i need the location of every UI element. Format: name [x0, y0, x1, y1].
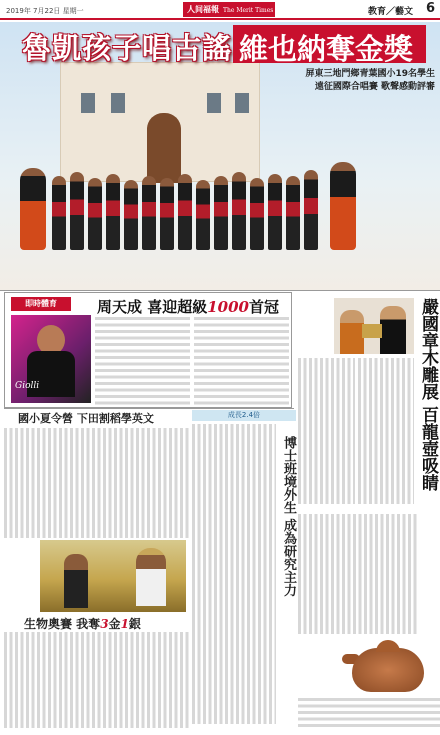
backdrop-brand: Giolli	[15, 381, 40, 391]
phd-body-text	[192, 424, 276, 724]
teapot-lid	[376, 640, 400, 652]
teapot-photo	[342, 638, 434, 694]
text-column	[4, 632, 190, 728]
choir-member	[250, 178, 264, 250]
sport-story	[4, 292, 292, 408]
choir-member	[196, 180, 210, 250]
person-in-suit	[380, 306, 406, 354]
section-name: 教育／藝文	[368, 7, 414, 17]
bio-headline-mid: 金	[108, 617, 121, 631]
camp-headline: 國小夏令營 下田割稻學英文	[18, 412, 154, 425]
child-figure	[64, 554, 88, 608]
choir-member	[160, 178, 174, 250]
choir-member	[232, 172, 246, 250]
art-continued-text	[298, 514, 418, 634]
choir-member	[214, 176, 228, 250]
sport-headline-num: 1000	[207, 298, 249, 316]
issue-date: 2019年 7月22日 星期一	[6, 7, 84, 15]
masthead-en: The Merit Times	[223, 7, 274, 14]
lead-headline-b: 維也納奪金獎	[233, 25, 426, 63]
child-with-hat	[136, 548, 166, 606]
choir-member	[52, 176, 66, 250]
art-story	[296, 292, 440, 507]
lead-subhead-line-2: 遠征國際合唱賽 歌聲感動評審	[314, 82, 435, 92]
bio-body-text	[4, 632, 190, 728]
choir-member	[304, 170, 318, 250]
bio-headline-post: 銀	[128, 617, 141, 631]
window	[81, 93, 95, 113]
choir-member	[178, 174, 192, 250]
text-column	[298, 698, 440, 728]
choir-member	[20, 168, 46, 250]
phd-headline: 博士班境外生 成為研究主力	[281, 436, 296, 597]
text-column	[298, 514, 418, 634]
person-in-robe	[340, 310, 364, 354]
art-photo	[334, 298, 414, 354]
lead-story	[0, 22, 440, 290]
art-headline: 嚴國章木雕展 百龍壺吸睛	[418, 298, 438, 491]
sport-headline	[97, 296, 279, 317]
phd-story	[192, 410, 296, 730]
athlete-photo	[11, 315, 91, 403]
bio-headline	[24, 615, 141, 632]
carved-plaque	[362, 324, 382, 338]
text-column	[192, 424, 276, 724]
lead-subhead	[265, 68, 435, 94]
choir-member	[268, 174, 282, 250]
bio-silver-count: 1	[120, 617, 129, 631]
art-body-text	[298, 358, 414, 504]
text-column	[4, 428, 190, 538]
text-column	[194, 317, 289, 405]
text-column	[358, 358, 415, 504]
text-column	[298, 358, 355, 504]
lead-subhead-line-1: 屏東三地門鄉青葉國小19名學生	[305, 69, 435, 79]
bio-headline-pre: 生物奧賽 我奪	[24, 617, 101, 631]
masthead-cn: 人间福報	[187, 4, 219, 14]
choir-member	[330, 162, 356, 250]
camp-body-text	[4, 428, 190, 538]
teapot-body	[352, 648, 424, 692]
masthead-logo	[183, 2, 275, 17]
choir-member	[106, 174, 120, 250]
choir-member	[88, 178, 102, 250]
divider	[0, 290, 440, 291]
choir-member	[124, 180, 138, 250]
sport-tag: 即時體育	[11, 297, 71, 311]
choir-member	[286, 176, 300, 250]
page-header	[0, 0, 440, 20]
choir-member	[70, 172, 84, 250]
camp-photo	[40, 540, 186, 612]
window	[111, 93, 125, 113]
divider	[4, 408, 294, 409]
sport-headline-post: 首冠	[248, 298, 279, 316]
lead-headline-a: 魯凱孩子唱古謠	[22, 31, 233, 65]
art-continued-text-2	[298, 698, 440, 728]
art-story-continued	[298, 510, 440, 730]
bio-gold-count: 3	[100, 617, 109, 631]
window	[235, 93, 249, 113]
choir-member	[142, 176, 156, 250]
sport-body-text	[95, 317, 289, 405]
text-column	[95, 317, 190, 405]
camp-story	[4, 410, 190, 730]
page-number: 6	[426, 1, 436, 16]
choir-photo	[14, 140, 364, 250]
growth-tag: 成長2.4倍	[192, 410, 296, 421]
sport-headline-pre: 周天成 喜迎超級	[97, 298, 208, 316]
window	[207, 93, 221, 113]
